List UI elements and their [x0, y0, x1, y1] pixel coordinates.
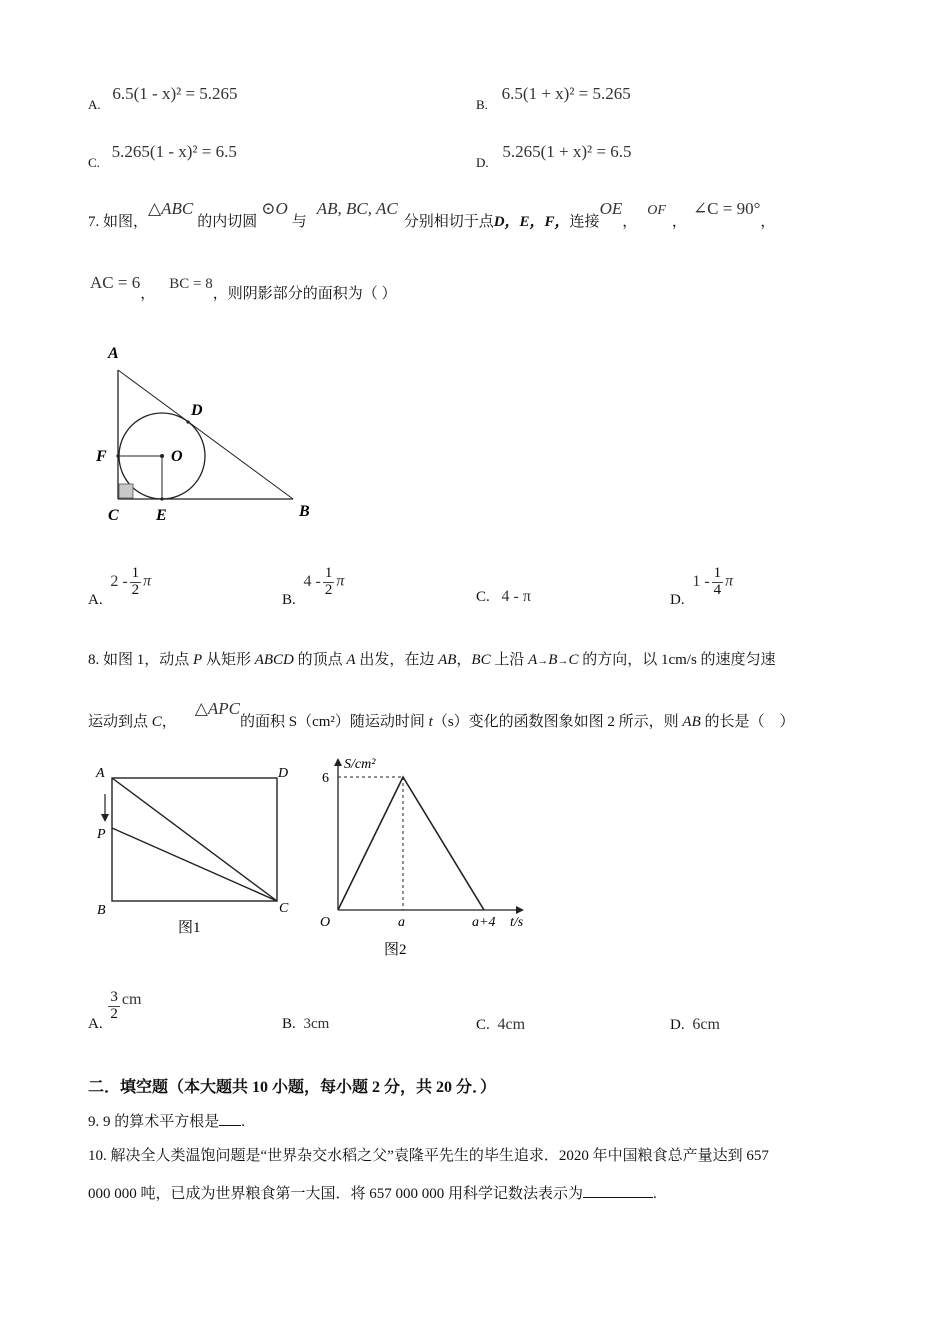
option-expr: 6.5(1 + x)² = 5.265	[501, 84, 631, 103]
q7-option-d	[670, 565, 734, 608]
q9-text: 9. 9 的算术平方根是	[88, 1114, 220, 1130]
q8-arrow: →	[557, 655, 569, 667]
option-expr: 4 - π	[501, 588, 531, 605]
point-o	[160, 454, 164, 458]
q8-var: A	[346, 652, 356, 668]
option-label: C.	[476, 589, 490, 605]
label-c: C	[108, 507, 119, 524]
q8-text: 的长是（ ）	[700, 714, 795, 730]
shaded-square	[119, 484, 133, 498]
q7-ac: AC = 6	[90, 273, 141, 292]
option-fraction	[108, 990, 120, 1023]
q8-text: 8. 如图 1，动点	[88, 652, 194, 668]
point-f	[116, 454, 119, 457]
q7-option-b	[282, 565, 345, 608]
q7-of: OF	[647, 203, 666, 218]
option-text: 3cm	[303, 1016, 330, 1032]
x-tick-label-a-plus-4: a+4	[472, 915, 496, 930]
option-post: π	[725, 572, 734, 590]
q8-text: （s）变化的函数图象如图 2 所示，则	[432, 714, 683, 730]
fraction-denominator: 2	[131, 581, 140, 598]
q8-var: A	[528, 652, 538, 668]
q8-option-a	[88, 989, 142, 1032]
q8-stem-line2	[88, 698, 795, 730]
option-pre: 2 -	[110, 572, 128, 590]
fraction-numerator: 1	[324, 565, 333, 581]
q8-text: 的顶点	[293, 652, 347, 668]
option-fraction	[712, 566, 724, 599]
q7-circle: ⊙O	[261, 199, 288, 218]
label-o: O	[171, 448, 183, 465]
q8-text: 上沿	[490, 652, 529, 668]
option-text: 4cm	[497, 1016, 526, 1033]
q7-text: 的内切圆	[197, 214, 258, 230]
q6-option-b	[476, 84, 631, 112]
q10-period: .	[653, 1186, 657, 1202]
option-label: D.	[670, 591, 685, 608]
q7-bc: BC = 8	[169, 276, 213, 292]
q7-figure	[88, 340, 328, 530]
q7-text: 分别相切于点	[403, 214, 494, 230]
q8-var: C	[151, 714, 162, 730]
fraction-numerator: 1	[713, 565, 722, 581]
x-axis-label: t/s	[510, 915, 524, 930]
option-unit: cm	[121, 990, 142, 1008]
q8-figure-2	[312, 752, 542, 962]
label-c: C	[279, 901, 289, 916]
q8-var: P	[193, 652, 203, 668]
option-pre: 1 -	[692, 572, 710, 590]
q10-line2	[88, 1182, 657, 1203]
q6-option-d	[476, 142, 632, 170]
point-e	[160, 497, 163, 500]
q7-comma: ，	[760, 214, 776, 230]
figure-caption: 图1	[178, 920, 201, 936]
q7-stem-line1	[88, 198, 776, 230]
q8-var: AB	[438, 652, 457, 668]
q7-comma: ，	[140, 286, 156, 302]
q8-var: ABCD	[254, 652, 294, 668]
q7-text: 连接	[569, 214, 600, 230]
fraction-denominator: 2	[110, 1005, 118, 1022]
option-fraction	[323, 566, 335, 599]
q8-text: 出发，在边	[355, 652, 439, 668]
fraction-numerator: 1	[131, 565, 140, 581]
q8-var: B	[548, 652, 558, 668]
option-label: B.	[282, 591, 296, 608]
option-text: 6cm	[692, 1016, 720, 1033]
label-d: D	[191, 402, 203, 419]
q8-var: BC	[471, 652, 491, 668]
option-label: D.	[670, 1017, 685, 1033]
q9-period: .	[241, 1114, 246, 1130]
label-a: A	[108, 345, 119, 362]
label-b: B	[97, 903, 106, 918]
q8-var: AB	[682, 714, 701, 730]
q7-tail: ，则阴影部分的面积为（ ）	[212, 286, 397, 302]
q9	[88, 1110, 245, 1131]
q6-option-c	[88, 142, 237, 170]
q8-figure-1	[92, 760, 302, 940]
q8-var: t	[428, 714, 433, 730]
q10-answer-blank[interactable]	[583, 1185, 653, 1198]
option-fraction	[130, 566, 142, 599]
label-f: F	[96, 448, 107, 465]
q8-text: 运动到点	[88, 714, 152, 730]
q7-oe: OE	[599, 199, 623, 218]
q7-points: D，E，F，	[493, 214, 570, 230]
q8-text: ，	[161, 714, 177, 730]
fraction-numerator: 3	[110, 989, 118, 1005]
option-expr: 5.265(1 + x)² = 6.5	[502, 142, 632, 161]
q7-comma: ，	[671, 214, 687, 230]
q8-option-c	[476, 1016, 525, 1034]
option-label: A.	[88, 591, 103, 608]
option-expr: 6.5(1 - x)² = 5.265	[112, 84, 238, 103]
q8-option-d	[670, 1016, 720, 1034]
label-b: B	[299, 503, 310, 520]
option-label: D.	[476, 155, 489, 170]
option-label: A.	[88, 97, 101, 112]
y-tick-label: 6	[322, 771, 329, 786]
q8-text: 的面积 S（cm²）随运动时间	[239, 714, 429, 730]
q10-text: 000 000 吨，已成为世界粮食第一大国．将 657 000 000 用科学记数法表示为	[88, 1186, 584, 1202]
q7-option-c	[476, 588, 531, 606]
q8-arrow: →	[537, 655, 549, 667]
option-label: C.	[476, 1017, 490, 1033]
q7-number: 7. 如图，	[88, 214, 149, 230]
y-axis-arrow	[334, 758, 342, 766]
q10-line1: 10. 解决全人类温饱问题是“世界杂交水稻之父”袁隆平先生的毕生追求．2020 年中国粮食总产量达到 657	[88, 1148, 769, 1164]
label-a: A	[96, 766, 105, 781]
option-post: π	[336, 572, 345, 590]
label-p: P	[97, 827, 106, 842]
motion-arrow-head	[101, 814, 109, 822]
q8-text: 的方向，以 1cm/s 的速度匀速	[578, 652, 776, 668]
section-2-title: 二．填空题（本大题共 10 小题，每小题 2 分，共 20 分．）	[88, 1079, 497, 1096]
option-label: B.	[476, 97, 488, 112]
q7-sides: AB, BC, AC	[316, 199, 398, 218]
q8-option-b	[282, 1016, 329, 1033]
q9-answer-blank[interactable]	[219, 1113, 241, 1126]
label-e: E	[156, 507, 167, 524]
q6-option-a	[88, 84, 238, 112]
option-label: C.	[88, 155, 100, 170]
option-label: B.	[282, 1016, 296, 1032]
figure-caption: 图2	[384, 942, 407, 958]
q7-option-a	[88, 565, 152, 608]
q7-comma: ，	[622, 214, 638, 230]
side-ab	[118, 370, 293, 499]
option-expr: 5.265(1 - x)² = 6.5	[111, 142, 237, 161]
fraction-denominator: 4	[713, 581, 722, 598]
q7-angle: ∠C = 90°	[692, 199, 761, 218]
q8-stem-line1	[88, 648, 776, 669]
option-label: A.	[88, 1015, 103, 1032]
origin-label: O	[320, 915, 331, 930]
label-d: D	[278, 766, 289, 781]
option-post: π	[143, 572, 152, 590]
y-axis-label: S/cm²	[344, 757, 376, 772]
q8-apc: △APC	[194, 699, 240, 718]
q7-triangle: △ABC	[148, 199, 194, 218]
q8-var: C	[568, 652, 579, 668]
function-graph	[338, 777, 484, 910]
q7-stem-line2	[90, 272, 397, 302]
point-d	[186, 420, 189, 423]
q7-text: 与	[291, 214, 307, 230]
x-axis-arrow	[516, 906, 524, 914]
x-tick-label-a: a	[398, 915, 405, 930]
q8-text: 从矩形	[202, 652, 255, 668]
q8-text: ，	[456, 652, 472, 668]
fraction-denominator: 2	[324, 581, 333, 598]
option-pre: 4 -	[303, 572, 321, 590]
